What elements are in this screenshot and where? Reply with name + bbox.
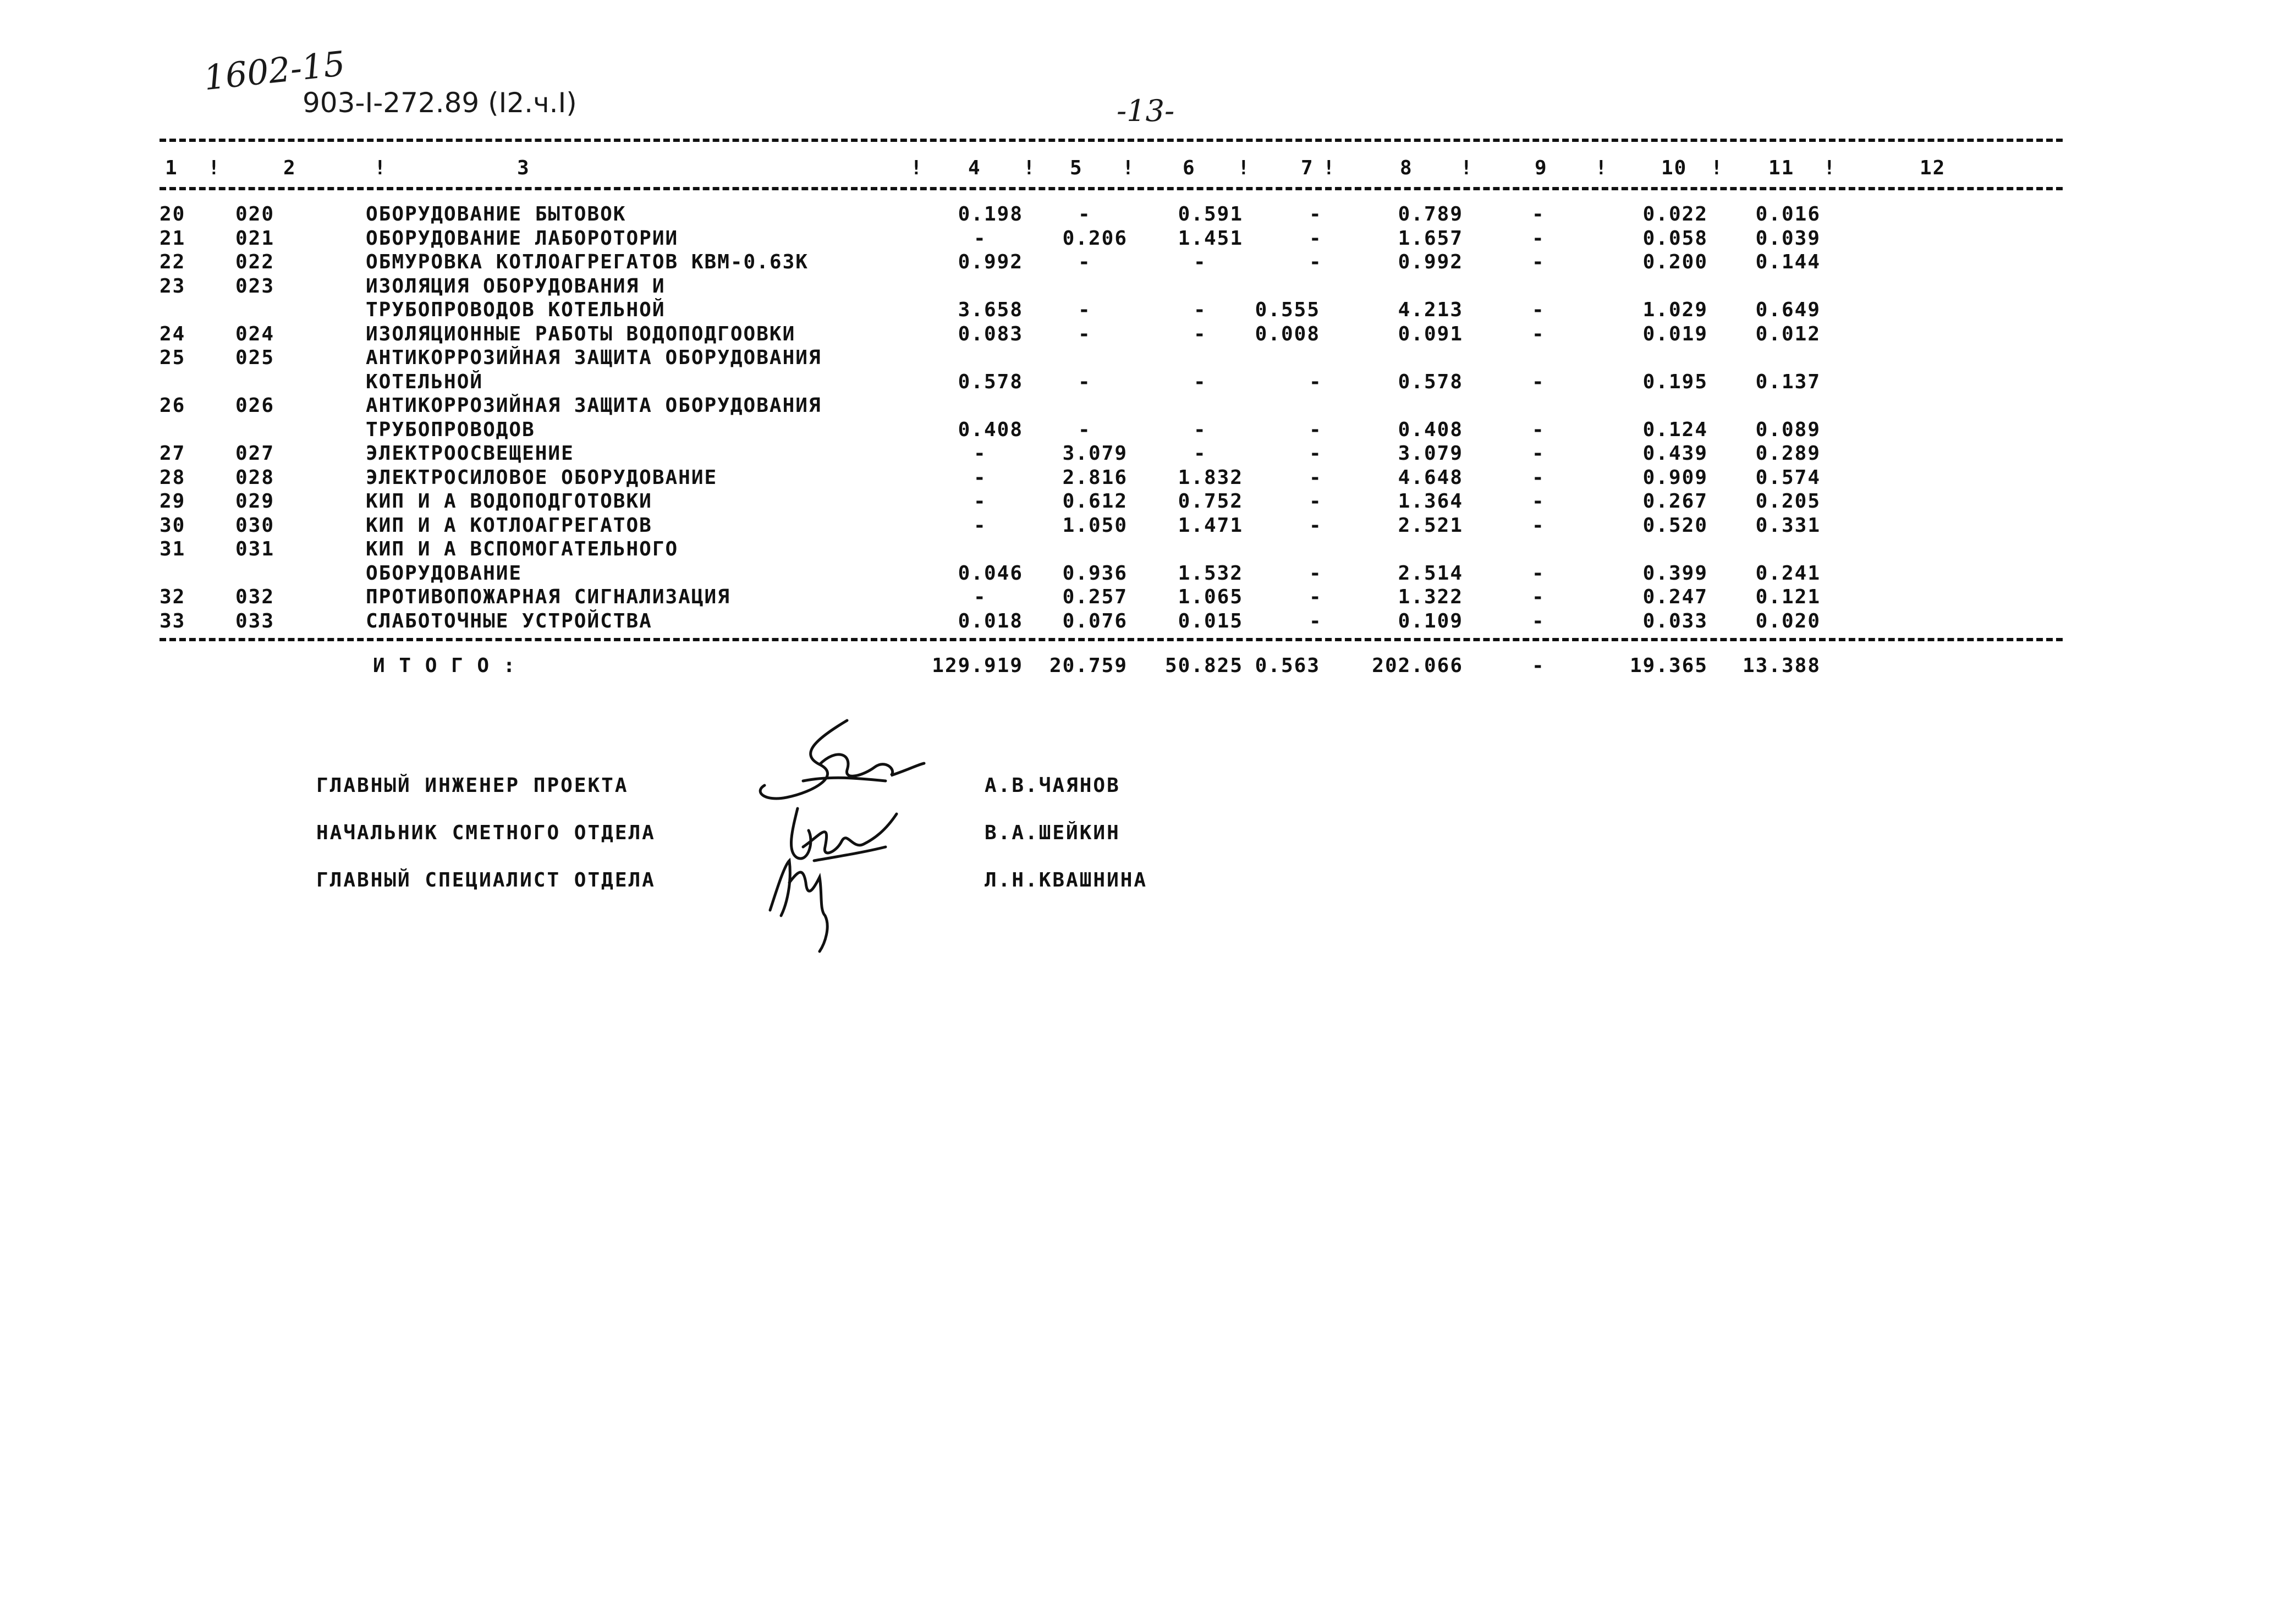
table-cell: 0.331 xyxy=(1755,514,1821,537)
table-cell: 1.657 xyxy=(1398,227,1463,250)
row-code: 029 xyxy=(235,490,275,513)
cell-dash: - xyxy=(1078,251,1091,273)
cell-dash: - xyxy=(1078,203,1091,225)
table-cell: 0.091 xyxy=(1398,322,1463,345)
page-number: -13- xyxy=(1117,93,1175,128)
row-name: ОБОРУДОВАНИЕ БЫТОВОК xyxy=(366,203,627,225)
cell-dash: - xyxy=(1532,322,1545,345)
signatory-name: В.А.ШЕЙКИН xyxy=(985,822,1120,844)
row-name: ОБОРУДОВАНИЕ ЛАБОРОТОРИИ xyxy=(366,227,679,250)
table-cell: 0.399 xyxy=(1642,561,1708,585)
cell-dash: - xyxy=(1309,442,1322,465)
cell-dash: - xyxy=(1532,418,1545,441)
row-number: 20 xyxy=(160,203,186,225)
hand-note: 1602-15 xyxy=(201,43,347,98)
table-cell: 0.591 xyxy=(1178,203,1243,225)
cell-dash: - xyxy=(1532,609,1545,632)
row-code: 030 xyxy=(235,514,275,537)
table-cell: 1.364 xyxy=(1398,490,1463,513)
cell-dash: - xyxy=(1309,586,1322,608)
table-cell: 0.612 xyxy=(1062,490,1128,513)
table-cell: 0.144 xyxy=(1755,251,1821,273)
column-separator: ! xyxy=(1711,157,1724,179)
row-name: СЛАБОТОЧНЫЕ УСТРОЙСТВА xyxy=(366,609,652,632)
table-rule xyxy=(160,139,2063,142)
cell-dash: - xyxy=(1532,654,1545,677)
table-rule xyxy=(160,638,2063,641)
document-number: 903-I-272.89 (I2.ч.I) xyxy=(303,87,577,119)
table-cell: 0.936 xyxy=(1062,561,1128,585)
column-separator: ! xyxy=(910,157,924,179)
table-cell: 0.205 xyxy=(1755,490,1821,513)
row-code: 033 xyxy=(235,609,275,632)
row-name: ТРУБОПРОВОДОВ КОТЕЛЬНОЙ xyxy=(366,299,666,321)
table-cell: 0.083 xyxy=(958,322,1023,345)
column-header: 9 xyxy=(1535,157,1548,179)
table-cell: 1.050 xyxy=(1062,514,1128,537)
cell-dash: - xyxy=(1309,561,1322,585)
table-cell: 1.832 xyxy=(1178,466,1243,489)
table-cell: 0.137 xyxy=(1755,370,1821,393)
row-code: 022 xyxy=(235,251,275,273)
column-header: 7 xyxy=(1301,157,1314,179)
table-cell: 0.289 xyxy=(1755,442,1821,465)
cell-dash: - xyxy=(1078,418,1091,441)
table-cell: 1.471 xyxy=(1178,514,1243,537)
cell-dash: - xyxy=(1309,370,1322,393)
row-name: КИП И А ВСПОМОГАТЕЛЬНОГО xyxy=(366,538,679,560)
cell-dash: - xyxy=(1309,490,1322,513)
cell-dash: - xyxy=(974,466,987,489)
table-cell: 0.992 xyxy=(1398,251,1463,273)
table-cell: 0.089 xyxy=(1755,418,1821,441)
row-number: 27 xyxy=(160,442,186,465)
table-cell: 0.121 xyxy=(1755,586,1821,608)
cell-dash: - xyxy=(1309,609,1322,632)
column-separator: ! xyxy=(1323,157,1336,179)
row-number: 22 xyxy=(160,251,186,273)
table-cell: 0.439 xyxy=(1642,442,1708,465)
signatory-title: ГЛАВНЫЙ СПЕЦИАЛИСТ ОТДЕЛА xyxy=(316,869,656,891)
cell-dash: - xyxy=(1194,442,1207,465)
cell-dash: - xyxy=(1532,370,1545,393)
total-cell: 202.066 xyxy=(1372,654,1463,677)
cell-dash: - xyxy=(1309,418,1322,441)
cell-dash: - xyxy=(1532,442,1545,465)
row-code: 028 xyxy=(235,466,275,489)
table-cell: 0.020 xyxy=(1755,609,1821,632)
row-name: ИЗОЛЯЦИЯ ОБОРУДОВАНИЯ И xyxy=(366,274,666,298)
column-separator: ! xyxy=(1460,157,1474,179)
table-cell: 2.521 xyxy=(1398,514,1463,537)
cell-dash: - xyxy=(1532,203,1545,225)
column-header: 3 xyxy=(517,157,530,179)
row-code: 025 xyxy=(235,346,275,369)
table-cell: 0.578 xyxy=(1398,370,1463,393)
table-cell: 0.058 xyxy=(1642,227,1708,250)
table-cell: 0.408 xyxy=(958,418,1023,441)
cell-dash: - xyxy=(1194,299,1207,321)
row-code: 020 xyxy=(235,203,275,225)
table-cell: 0.195 xyxy=(1642,370,1708,393)
table-cell: 0.574 xyxy=(1755,466,1821,489)
cell-dash: - xyxy=(1194,418,1207,441)
row-code: 032 xyxy=(235,586,275,608)
table-cell: 0.555 xyxy=(1255,299,1320,321)
table-cell: 0.752 xyxy=(1178,490,1243,513)
column-header: 6 xyxy=(1183,157,1196,179)
table-cell: 0.018 xyxy=(958,609,1023,632)
table-cell: 1.322 xyxy=(1398,586,1463,608)
table-cell: 0.200 xyxy=(1642,251,1708,273)
cell-dash: - xyxy=(974,227,987,250)
table-cell: 0.257 xyxy=(1062,586,1128,608)
cell-dash: - xyxy=(1532,561,1545,585)
cell-dash: - xyxy=(1078,322,1091,345)
row-name: ОБМУРОВКА КОТЛОАГРЕГАТОВ КВМ-0.63К xyxy=(366,251,809,273)
table-cell: 0.909 xyxy=(1642,466,1708,489)
cell-dash: - xyxy=(1532,490,1545,513)
column-header: 5 xyxy=(1070,157,1083,179)
cell-dash: - xyxy=(1309,203,1322,225)
table-cell: 0.039 xyxy=(1755,227,1821,250)
signatory-name: Л.Н.КВАШНИНА xyxy=(985,869,1148,891)
row-code: 026 xyxy=(235,394,275,417)
cell-dash: - xyxy=(1532,227,1545,250)
table-cell: 0.992 xyxy=(958,251,1023,273)
row-name: КИП И А ВОДОПОДГОТОВКИ xyxy=(366,490,652,513)
cell-dash: - xyxy=(1194,251,1207,273)
column-separator: ! xyxy=(1823,157,1837,179)
cell-dash: - xyxy=(1532,251,1545,273)
table-cell: 0.206 xyxy=(1062,227,1128,250)
total-cell: 50.825 xyxy=(1164,654,1243,677)
table-cell: 0.076 xyxy=(1062,609,1128,632)
table-cell: 0.267 xyxy=(1642,490,1708,513)
row-number: 32 xyxy=(160,586,186,608)
row-code: 031 xyxy=(235,538,275,560)
total-label: И Т О Г О : xyxy=(373,654,516,677)
cell-dash: - xyxy=(974,490,987,513)
column-header: 2 xyxy=(283,157,296,179)
column-separator: ! xyxy=(1023,157,1036,179)
row-name: ИЗОЛЯЦИОННЫЕ РАБОТЫ ВОДОПОДГООВКИ xyxy=(366,322,796,345)
row-code: 023 xyxy=(235,274,275,298)
table-cell: 0.198 xyxy=(958,203,1023,225)
column-separator: ! xyxy=(1238,157,1251,179)
table-cell: 4.648 xyxy=(1398,466,1463,489)
table-cell: 2.816 xyxy=(1062,466,1128,489)
row-name: ТРУБОПРОВОДОВ xyxy=(366,418,535,441)
total-cell: 20.759 xyxy=(1049,654,1128,677)
cell-dash: - xyxy=(1078,299,1091,321)
column-header: 1 xyxy=(165,157,178,179)
row-name: КИП И А КОТЛОАГРЕГАТОВ xyxy=(366,514,652,537)
table-cell: 0.012 xyxy=(1755,322,1821,345)
row-code: 024 xyxy=(235,322,275,345)
row-name: ЭЛЕКТРООСВЕЩЕНИЕ xyxy=(366,442,574,465)
row-name: ПРОТИВОПОЖАРНАЯ СИГНАЛИЗАЦИЯ xyxy=(366,586,730,608)
row-number: 24 xyxy=(160,322,186,345)
cell-dash: - xyxy=(1194,322,1207,345)
table-cell: 0.789 xyxy=(1398,203,1463,225)
table-cell: 0.022 xyxy=(1642,203,1708,225)
row-number: 31 xyxy=(160,538,186,560)
table-cell: 0.649 xyxy=(1755,299,1821,321)
total-cell: 19.365 xyxy=(1629,654,1708,677)
row-number: 33 xyxy=(160,609,186,632)
row-number: 25 xyxy=(160,346,186,369)
row-number: 28 xyxy=(160,466,186,489)
table-cell: 0.046 xyxy=(958,561,1023,585)
table-cell: 3.658 xyxy=(958,299,1023,321)
table-cell: 0.015 xyxy=(1178,609,1243,632)
cell-dash: - xyxy=(1309,227,1322,250)
total-cell: 13.388 xyxy=(1742,654,1821,677)
signatory-name: А.В.ЧАЯНОВ xyxy=(985,774,1120,797)
table-cell: 0.241 xyxy=(1755,561,1821,585)
signature-mark xyxy=(759,850,847,954)
table-rule xyxy=(160,187,2063,190)
table-cell: 4.213 xyxy=(1398,299,1463,321)
column-separator: ! xyxy=(374,157,387,179)
signatory-title: НАЧАЛЬНИК СМЕТНОГО ОТДЕЛА xyxy=(316,822,656,844)
column-header: 11 xyxy=(1768,157,1795,179)
row-number: 29 xyxy=(160,490,186,513)
table-cell: 0.016 xyxy=(1755,203,1821,225)
cell-dash: - xyxy=(1532,299,1545,321)
row-name: АНТИКОРРОЗИЙНАЯ ЗАЩИТА ОБОРУДОВАНИЯ xyxy=(366,394,822,417)
row-code: 027 xyxy=(235,442,275,465)
row-name: АНТИКОРРОЗИЙНАЯ ЗАЩИТА ОБОРУДОВАНИЯ xyxy=(366,346,822,369)
table-cell: 0.124 xyxy=(1642,418,1708,441)
table-cell: 0.109 xyxy=(1398,609,1463,632)
row-number: 21 xyxy=(160,227,186,250)
table-cell: 0.019 xyxy=(1642,322,1708,345)
table-cell: 3.079 xyxy=(1398,442,1463,465)
cell-dash: - xyxy=(974,514,987,537)
row-number: 23 xyxy=(160,274,186,298)
table-cell: 0.008 xyxy=(1255,322,1320,345)
table-cell: 0.033 xyxy=(1642,609,1708,632)
cell-dash: - xyxy=(1309,251,1322,273)
row-number: 30 xyxy=(160,514,186,537)
cell-dash: - xyxy=(1532,514,1545,537)
cell-dash: - xyxy=(1309,514,1322,537)
table-cell: 1.451 xyxy=(1178,227,1243,250)
column-header: 12 xyxy=(1920,157,1946,179)
table-cell: 1.065 xyxy=(1178,586,1243,608)
row-name: ЭЛЕКТРОСИЛОВОЕ ОБОРУДОВАНИЕ xyxy=(366,466,718,489)
total-cell: 0.563 xyxy=(1255,654,1320,677)
row-number: 26 xyxy=(160,394,186,417)
column-separator: ! xyxy=(208,157,221,179)
row-code: 021 xyxy=(235,227,275,250)
row-name: ОБОРУДОВАНИЕ xyxy=(366,561,523,585)
row-name: КОТЕЛЬНОЙ xyxy=(366,370,483,393)
table-cell: 0.247 xyxy=(1642,586,1708,608)
cell-dash: - xyxy=(1078,370,1091,393)
column-header: 10 xyxy=(1661,157,1688,179)
column-header: 4 xyxy=(968,157,981,179)
cell-dash: - xyxy=(1194,370,1207,393)
table-cell: 1.029 xyxy=(1642,299,1708,321)
column-separator: ! xyxy=(1595,157,1608,179)
signatory-title: ГЛАВНЫЙ ИНЖЕНЕР ПРОЕКТА xyxy=(316,774,629,797)
table-cell: 2.514 xyxy=(1398,561,1463,585)
cell-dash: - xyxy=(1532,466,1545,489)
column-header: 8 xyxy=(1400,157,1413,179)
table-cell: 0.578 xyxy=(958,370,1023,393)
cell-dash: - xyxy=(974,442,987,465)
table-cell: 3.079 xyxy=(1062,442,1128,465)
table-cell: 0.408 xyxy=(1398,418,1463,441)
cell-dash: - xyxy=(974,586,987,608)
cell-dash: - xyxy=(1532,586,1545,608)
table-cell: 1.532 xyxy=(1178,561,1243,585)
total-cell: 129.919 xyxy=(932,654,1023,677)
column-separator: ! xyxy=(1122,157,1135,179)
cell-dash: - xyxy=(1309,466,1322,489)
table-cell: 0.520 xyxy=(1642,514,1708,537)
